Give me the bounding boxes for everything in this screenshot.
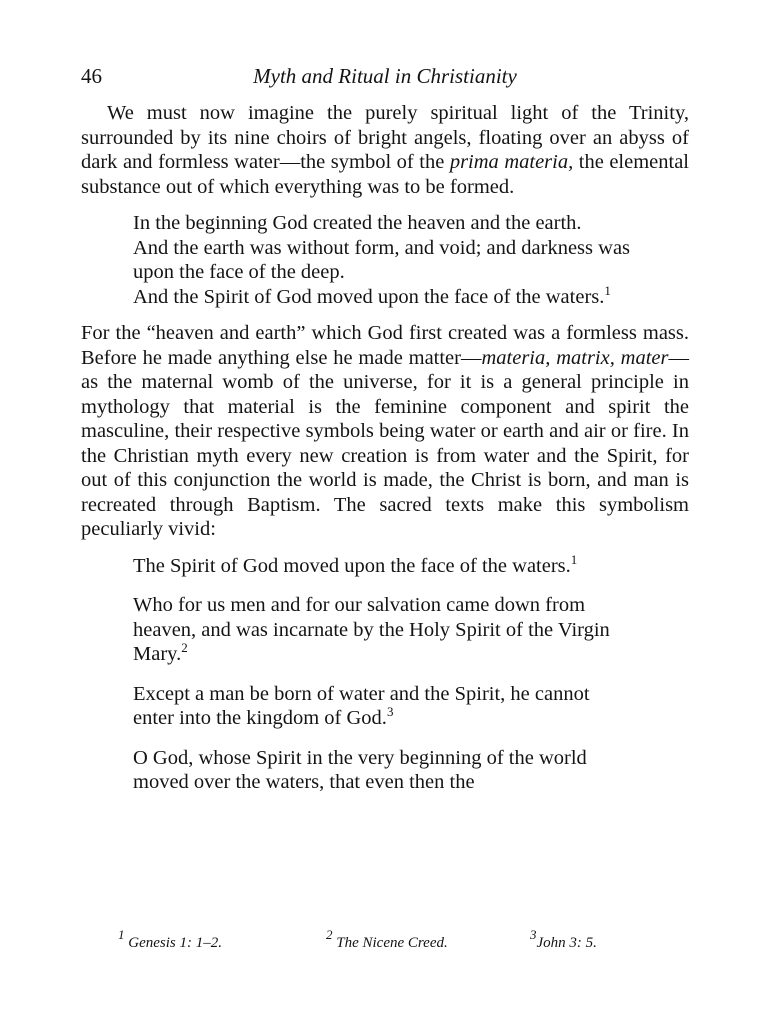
paragraph-1-text-a: We must now imagine the purely spiritual light of the Trinity, surrounded by its nine choirs of bright angels, floating over an abyss of dark and formless water—the symbol of the bbox=[81, 102, 689, 173]
paragraph-2 bbox=[81, 321, 689, 542]
paragraph-1-emphasis: prima materia, bbox=[449, 151, 574, 173]
paragraph-2-text-b: —as the maternal womb of the universe, for it is a general principle in mythology that material is the feminine component and spirit the masculine, their respective symbols being water or earth and air or fire. In the Christian myth every new creation is from water and the Spirit, for out of this conjunction the world is made, the Christ is born, and man is recreated through Baptism. The sacred texts make this symbolism peculiarly vivid: bbox=[81, 346, 689, 540]
quote-1-line-3 bbox=[133, 282, 635, 310]
footnote-1 bbox=[118, 927, 222, 952]
footnote-ref-3: 3 bbox=[386, 704, 394, 719]
footnote-2-text: The Nicene Creed. bbox=[336, 935, 448, 951]
quote-1-line-1: In the beginning God created the heaven and the earth. bbox=[133, 212, 582, 234]
quote-2-block-2 bbox=[133, 593, 635, 667]
footnote-ref-1b: 1 bbox=[570, 551, 578, 567]
scripture-quote-2 bbox=[133, 551, 635, 795]
footnote-ref-1: 1 bbox=[604, 282, 611, 298]
quote-2-block-4-text: O God, whose Spirit in the very beginning of the world moved over the waters, that even then the bbox=[133, 746, 587, 793]
footnote-2-mark: 2 bbox=[326, 927, 333, 942]
quote-2-block-4 bbox=[133, 746, 635, 795]
page-body bbox=[81, 101, 689, 807]
quote-2-block-1 bbox=[133, 551, 635, 579]
paragraph-1-text-b: the elemental substance out of which everything was to be formed. bbox=[81, 151, 689, 198]
footnote-2 bbox=[326, 927, 448, 952]
quote-2-block-1-text: The Spirit of God moved upon the face of the waters. bbox=[133, 554, 571, 577]
quote-1-line-2: And the earth was without form, and void; and darkness was upon the face of the deep. bbox=[133, 236, 631, 283]
quote-2-block-3 bbox=[133, 682, 635, 731]
footnote-3-text: John 3: 5. bbox=[536, 935, 597, 951]
paragraph-2-text-a: For the “heaven and earth” which God first created was a formless mass. Before he made anything else he made matter— bbox=[81, 322, 689, 369]
page-header bbox=[81, 64, 689, 94]
page-number: 46 bbox=[81, 64, 102, 88]
footnote-3 bbox=[530, 927, 597, 952]
quote-2-block-3-text: Except a man be born of water and the Spirit, he cannot enter into the kingdom of God. bbox=[133, 682, 590, 729]
footnote-3-mark: 3 bbox=[530, 927, 537, 942]
footnote-1-text: Genesis 1: 1–2. bbox=[128, 935, 222, 951]
footnote-ref-2: 2 bbox=[181, 640, 188, 655]
quote-1-line-3-text: And the Spirit of God moved upon the face of the waters. bbox=[133, 285, 605, 308]
running-title: Myth and Ritual in Christianity bbox=[253, 64, 517, 88]
paragraph-2-emphasis: materia, matrix, mater bbox=[481, 346, 669, 369]
footnote-1-mark: 1 bbox=[118, 927, 125, 942]
paragraph-1 bbox=[81, 101, 689, 199]
quote-2-block-2-text: Who for us men and for our salvation came down from heaven, and was incarnate by the Holy Spirit of the Virgin Mary. bbox=[133, 594, 610, 665]
scripture-quote-1 bbox=[133, 211, 635, 309]
